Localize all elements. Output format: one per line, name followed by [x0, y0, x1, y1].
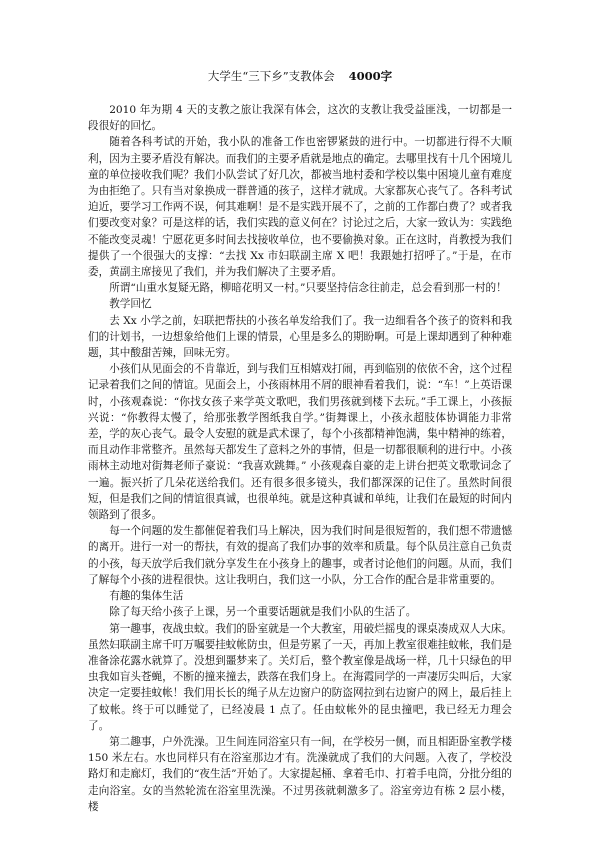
paragraph: 第二趣事，户外洗澡。卫生间连同浴室只有一间，在学校另一侧，而且相距卧室教学楼 150 米左右。水也同样只有在浴室那边才有。洗澡就成了我们的大问题。入夜了，学校没路灯和走廊灯，我们的“夜生活”开始了。大家提起桶、拿着毛巾、打着手电筒，分批分组的走向浴室。女的当然轮流在浴室里洗澡。不过男孩就刺激多了。浴室旁边有栋 2 层小楼，楼 [88, 735, 512, 813]
section-heading: 教学回忆 [109, 298, 152, 311]
paragraph: 每一个问题的发生都催促着我们马上解决，因为我们时间是很短暂的，我们想不带遗憾的离开。进行一对一的帮扶，有效的提高了我们办事的效率和质量。每个队员注意自己负责的小孩，每天放学后我们就分享发生在小孩身上的趣事，或者讨论他们的问题。从而，我们了解每个小孩的进程很快。这让我明白，我们这一小队，分工合作的配合是非常重要的。 [88, 525, 512, 586]
word-count: 4000字 [348, 69, 393, 83]
paragraph: 除了每天给小孩子上课，另一个重要话题就是我们小队的生活了。 [109, 606, 417, 619]
paragraph: 小孩们从见面会的不肯靠近，到与我们互相嬉戏打闹，再到临别的依依不舍，这个过程记录着我们之间的情谊。见面会上，小孩雨林用不屑的眼神看着我们，说：“车！”上英语课时，小孩观森说：“你找女孩子来学英文歌吧，我们男孩就到楼下去玩。”手工课上，小孩振兴说：“你教得太慢了，给那张教学图纸我自学。”街舞课上，小孩永超肢体协调能力非常差，学的灰心丧气。最令人安慰的就是武术课了，每个小孩都精神饱满，集中精神的练着，而且动作非常整齐。虽然每天都发生了意料之外的事情，但是一切都很顺利的进行中。小孩雨林主动地对街舞老师子豪说：“我喜欢跳舞。” 小孩观森自豪的走上讲台把英文歌歌词念了一遍。振兴折了几朵花送给我们。还有很多很多镜头，我们都深深的记住了。虽然时间很短，但是我们之间的情谊很真诚，也很单纯。就是这种真诚和单纯，让我们在最短的时间内领路到了很多。 [88, 363, 512, 522]
paragraph: 随着各科考试的开始，我小队的准备工作也密锣紧鼓的进行中。一切都进行得不大顺利，因为主要矛盾没有解决。而我们的主要矛盾就是地点的确定。去哪里找有十几个困境儿童的单位接收我们呢？我们小队尝试了好几次，都被当地村委和学校以集中困境儿童有难度为由拒绝了。只有当对象换成一群普通的孩子，这样才就成。大家都灰心丧气了。各科考试迫近，要学习工作两不误，何其难啊！是不是实践开展不了，之前的工作都白费了？或者我们要改变对象？可是这样的话，我们实践的意义何在？讨论过之后，大家一致认为：实践绝不能改变灵魂！宁愿花更多时间去找接收单位，也不要偷换对象。正在这时，肖教授为我们提供了一个很强大的支撑：“去找 Xx 市妇联副主席 X 吧！我跟她打招呼了。”于是，在市委，黄副主席接见了我们，并为我们解决了主要矛盾。 [88, 136, 512, 279]
document-title [88, 68, 512, 84]
paragraph: 第一趣事，夜战虫蚊。我们的卧室就是一个大教室，用破烂摇曳的课桌凑成双人大床。虽然妇联副主席千叮万嘱要挂蚊帐防虫，但是劳累了一天，再加上教室很难挂蚊帐，我们是准备涂花露水就算了。没想到噩梦来了。关灯后，整个教室像是战场一样，几十只绿色的甲虫我如盲头苍蝇，不断的撞来撞去，跌落在我们身上。在海霞同学的一声凄厉尖叫后，大家决定一定要挂蚊帐！我们用长长的绳子从左边窗户的防盗网拉到右边窗户的网上，最后挂上了蚊帐。终于可以睡觉了，已经凌晨 1 点了。任由蚊帐外的昆虫撞吧，我已经无力理会了。 [88, 622, 512, 732]
paragraph: 去 Xx 小学之前，妇联把帮扶的小孩名单发给我们了。我一边细看各个孩子的资料和我们的计划书，一边想象给他们上课的情景，心里是多么的期盼啊。可是上课却遇到了种种难题，其中酸甜苦辣，回味无穷。 [88, 314, 512, 360]
title-text: 大学生“三下乡”支教体会 [207, 69, 335, 83]
section-heading: 有趣的集体生活 [109, 590, 184, 603]
document-page [88, 68, 512, 815]
paragraph: 2010 年为期 4 天的支教之旅让我深有体会，这次的支教让我受益匪浅，一切都是一段很好的回忆。 [88, 104, 512, 133]
paragraph: 所谓“山重水复疑无路，柳暗花明又一村。”只要坚持信念往前走，总会看到那一村的！ [109, 282, 507, 295]
